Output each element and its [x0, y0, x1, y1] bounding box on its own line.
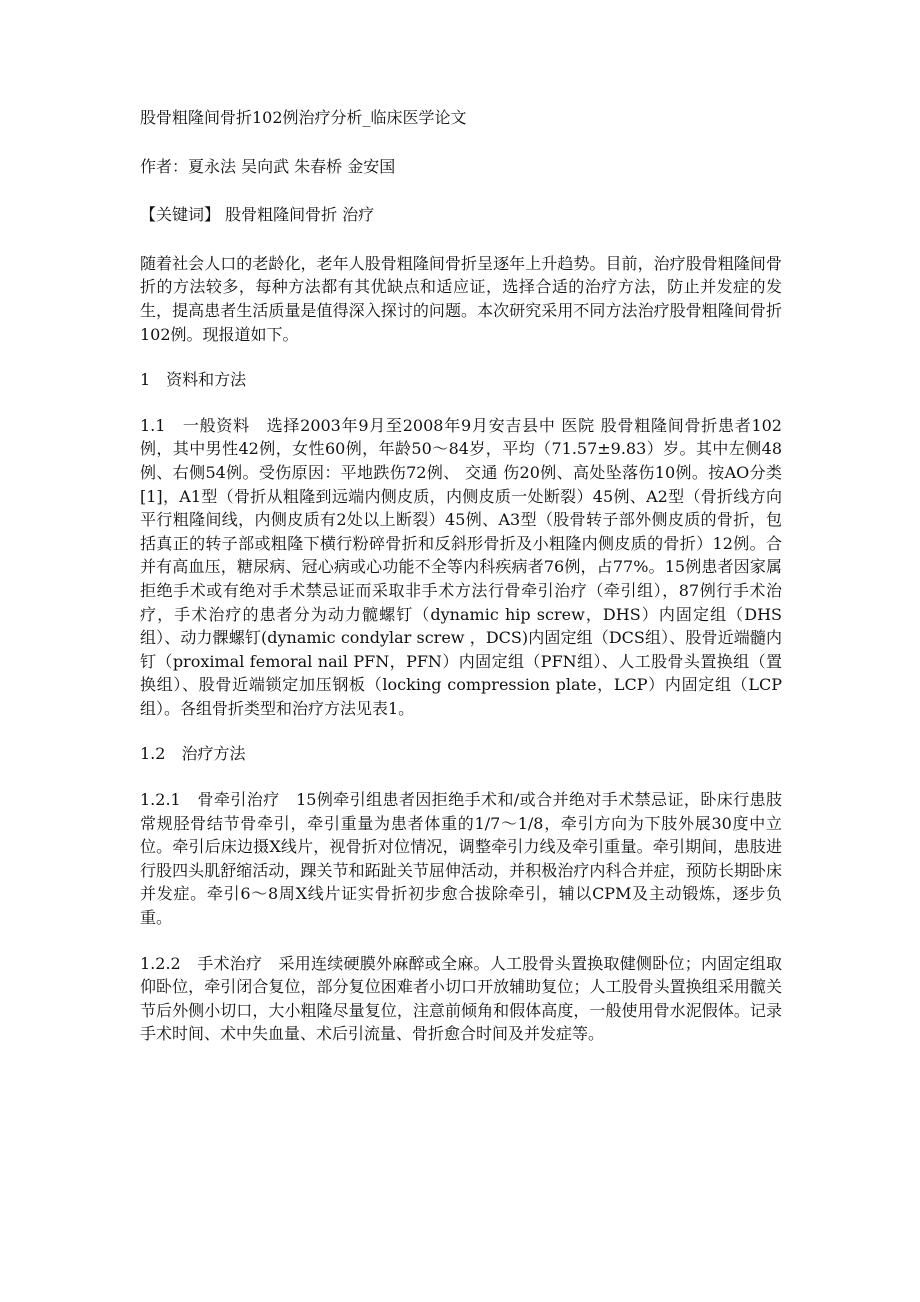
section-1-1-paragraph: 1.1 一般资料 选择2003年9月至2008年9月安吉县中 医院 股骨粗隆间骨折患者102例，其中男性42例，女性60例，年龄50～84岁，平均（71.57±9.83）岁。其中左侧48例、右侧54例。受伤原因：平地跌伤72例、 交通 伤20例、高处坠落伤10例。按AO分类[1]，A1型（骨折从粗隆到远端内侧皮质，内侧皮质一处断裂）45例、A2型（骨折线方向平行粗隆间线，内侧皮质有2处以上断裂）45例、A3型（股骨转子部外侧皮质的骨折，包括真正的转子部或粗隆下横行粉碎骨折和反斜形骨折及小粗隆内侧皮质的骨折）12例。合并有高血压，糖尿病、冠心病或心功能不全等内科疾病者76例，占77%。15例患者因家属拒绝手术或有绝对手术禁忌证而采取非手术方法行骨牵引治疗（牵引组），87例行手术治疗，手术治疗的患者分为动力髋螺钉（dynamic hip screw，DHS）内固定组（DHS组）、动力髁螺钉(dynamic condylar screw ，DCS)内固定组（DCS组）、股骨近端髓内钉（proximal femoral nail PFN，PFN）内固定组（PFN组）、人工股骨头置换组（置换组）、股骨近端锁定加压钢板（locking compression plate，LCP）内固定组（LCP组）。各组骨折类型和治疗方法见表1。	[140, 415, 782, 718]
document-title: 股骨粗隆间骨折102例治疗分析_临床医学论文	[140, 108, 467, 127]
section-heading-1-2: 1.2 治疗方法	[140, 744, 246, 764]
section-1-2-1-paragraph: 1.2.1 骨牵引治疗 15例牵引组患者因拒绝手术和/或合并绝对手术禁忌证，卧床行患肢常规胫骨结节骨牵引，牵引重量为患者体重的1/7～1/8，牵引方向为下肢外展30度中立位。牵引后床边摄X线片，视骨折对位情况，调整牵引力线及牵引重量。牵引期间，患肢进行股四头肌舒缩活动，踝关节和跖趾关节屈伸活动，并积极治疗内科合并症，预防长期卧床并发症。牵引6～8周X线片证实骨折初步愈合拔除牵引，辅以CPM及主动锻炼，逐步负重。	[140, 790, 782, 928]
section-heading-1: 1 资料和方法	[140, 370, 247, 390]
section-1-2-2-paragraph: 1.2.2 手术治疗 采用连续硬膜外麻醉或全麻。人工股骨头置换取健侧卧位；内固定组取仰卧位，牵引闭合复位，部分复位困难者小切口开放辅助复位；人工股骨头置换组采用髋关节后外侧小切口，大小粗隆尽量复位，注意前倾角和假体高度，一般使用骨水泥假体。记录手术时间、术中失血量、术后引流量、骨折愈合时间及并发症等。	[140, 953, 782, 1044]
document-body	[140, 106, 782, 1068]
authors-line: 作者：夏永法 吴向武 朱春桥 金安国	[140, 156, 396, 176]
keywords-line: 【关键词】 股骨粗隆间骨折 治疗	[140, 205, 375, 225]
intro-paragraph: 随着社会人口的老龄化，老年人股骨粗隆间骨折呈逐年上升趋势。目前，治疗股骨粗隆间骨折的方法较多，每种方法都有其优缺点和适应证，选择合适的治疗方法，防止并发症的发生，提高患者生活质量是值得深入探讨的问题。本次研究采用不同方法治疗股骨粗隆间骨折102例。现报道如下。	[140, 253, 782, 344]
